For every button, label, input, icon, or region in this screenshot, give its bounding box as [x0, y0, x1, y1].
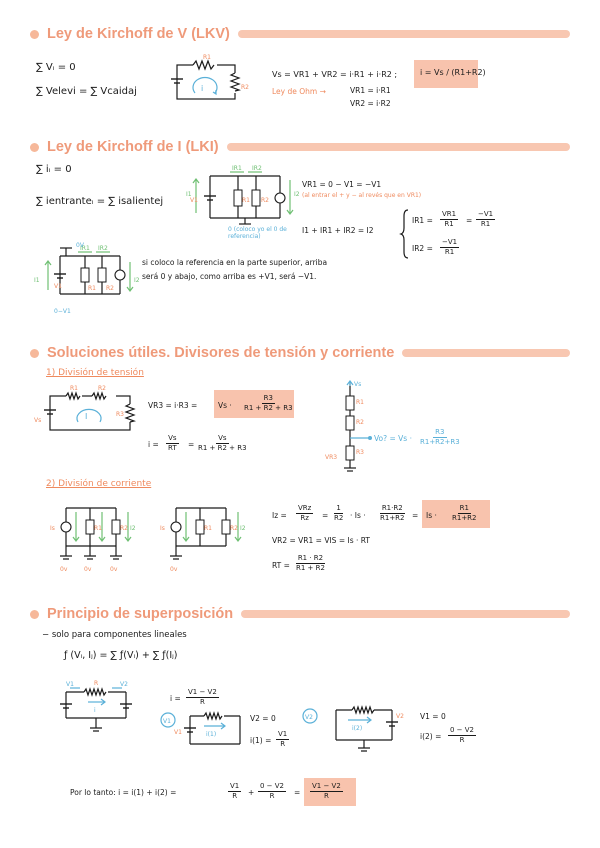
- vr3-eq: VR3 = i·R3 =: [148, 401, 198, 410]
- label-ir2: IR2: [252, 165, 262, 172]
- vr3-result-frac: $\frac{R3}{R1 + R2 + R3}$: [244, 394, 293, 412]
- lkv-circuit: [165, 54, 249, 105]
- ir1-frac-a: $\frac{VR1}{R1}$: [442, 210, 457, 228]
- label-i1: I1: [186, 191, 192, 198]
- divisor-vertical-circuit: [330, 376, 390, 476]
- section-heading-lki: [30, 137, 570, 157]
- label-i2: i(2): [352, 725, 363, 732]
- vr3-node-label: VR3: [325, 454, 338, 461]
- case2-v1-zero: V1 = 0: [420, 712, 446, 721]
- lki-sign-note: (al entrar el + y − al revés que en VR1): [302, 192, 422, 199]
- label-r1: R1: [356, 399, 364, 406]
- kvl-sum-zero: ∑ Vᵢ = 0: [36, 62, 76, 73]
- i-frac-b: $\frac{Vs}{R1 + R2 + R3}$: [198, 434, 247, 452]
- heading-underline-bar: [241, 610, 570, 618]
- v1-circle-icon: [160, 712, 176, 728]
- label-i1: I1: [34, 277, 40, 284]
- label-r2: R2: [120, 525, 128, 532]
- label-r2: R2: [106, 285, 114, 292]
- reference-explanation-2: será 0 y abajo, como arriba es +V1, será −V1.: [142, 272, 317, 281]
- ir1-frac-b: $\frac{-V1}{R1}$: [478, 210, 494, 228]
- superpos-i-frac: $\frac{V1 - V2}{R}$: [188, 688, 217, 706]
- iz-result-frac: $\frac{R1}{R1+R2}$: [452, 504, 477, 522]
- linear-note: − solo para componentes lineales: [42, 630, 187, 640]
- bullet-dot-icon: [30, 610, 39, 619]
- bullet-dot-icon: [30, 349, 39, 358]
- case2-frac: $\frac{0 - V2}{R}$: [450, 726, 475, 744]
- ground-reference-note: 0 (coloco yo el 0 de referencia): [228, 226, 287, 240]
- label-r1: R1: [88, 285, 96, 292]
- zero-label-4: 0v: [170, 566, 178, 573]
- v2-circle-icon: [302, 708, 318, 724]
- label-ir1: IR1: [232, 165, 242, 172]
- label-r3: R3: [116, 411, 124, 418]
- kvl-vs-equation: Vs = VR1 + VR2 = i·R1 + i·R2 ;: [272, 70, 398, 79]
- label-i2: I2: [294, 191, 300, 198]
- vr1-eq: VR1 = i·R1: [350, 86, 391, 95]
- label-v1: V1: [54, 283, 62, 290]
- case1-v2-zero: V2 = 0: [250, 714, 276, 723]
- case1-i-label: i(1) =: [250, 736, 272, 745]
- kcl-sum-zero: ∑ iᵢ = 0: [36, 164, 72, 175]
- reference-explanation-1: si coloco la referencia en la parte superior, arriba: [142, 258, 328, 267]
- divisor-tension-circuit: [34, 385, 140, 436]
- label-vs: Vs: [34, 417, 42, 424]
- final-label: Por lo tanto: i = i(1) + i(2) =: [70, 788, 177, 797]
- zero-label-2: 0v: [84, 566, 92, 573]
- iz-frac-c: $\frac{R1\cdot R2}{R1+R2}$: [380, 504, 405, 522]
- rt-frac: $\frac{R1 \cdot R2}{R1 + R2}$: [296, 554, 325, 572]
- label-r: R: [94, 680, 99, 687]
- label-v2: V2: [396, 713, 404, 720]
- superpos-i-label: i =: [170, 694, 181, 703]
- brace-icon: [400, 208, 410, 260]
- label-v1: V1: [190, 197, 198, 204]
- label-r2: R2: [356, 419, 364, 426]
- label-i: i: [201, 84, 204, 93]
- bullet-dot-icon: [30, 30, 39, 39]
- label-i2: I2: [240, 525, 246, 532]
- divisor-corriente-circuit-2: [160, 500, 250, 576]
- section-title: Ley de Kirchoff de I (LKI): [47, 139, 219, 155]
- case1-circuit: [174, 708, 248, 754]
- bullet-dot-icon: [30, 143, 39, 152]
- label-r2: R2: [261, 197, 269, 204]
- kvl-elev-caida: ∑ Velevi = ∑ Vcaidaj: [36, 86, 137, 97]
- label-r1: R1: [203, 54, 211, 61]
- label-i: I: [85, 412, 88, 421]
- lki-kcl-eq: I1 + IR1 + IR2 = I2: [302, 226, 374, 235]
- iz-frac-a: VRz Rz: [298, 504, 312, 522]
- label-is: Is: [50, 525, 55, 532]
- case2-i-label: i(2) =: [420, 732, 442, 741]
- vr3-result-prefix: Vs ·: [218, 401, 232, 410]
- superposicion-circuit: [46, 680, 146, 740]
- superposition-formula: ƒ (Vᵢ, Iⱼ) = ∑ ƒ(Vᵢ) + ∑ ƒ(Iⱼ): [64, 650, 178, 661]
- bottom-minus-v1-label: 0−V1: [54, 308, 71, 315]
- i-eq-label: i =: [148, 440, 159, 449]
- zero-label-3: 0v: [110, 566, 118, 573]
- label-i: i: [94, 707, 96, 714]
- case1-frac: $\frac{V1}{R}$: [278, 730, 288, 748]
- label-r3: R3: [356, 449, 364, 456]
- vout-frac: $\frac{R3}{R1+R2+R3}$: [420, 428, 460, 446]
- label-r1: R1: [204, 525, 212, 532]
- section-title: Principio de superposición: [47, 606, 234, 622]
- label-i1: i(1): [206, 731, 217, 738]
- iz-result-prefix: Is ·: [426, 511, 437, 520]
- vout-label: Vo? = Vs ·: [374, 434, 412, 443]
- label-r2: R2: [230, 525, 238, 532]
- section-title: Soluciones útiles. Divisores de tensión y corriente: [47, 345, 395, 361]
- label-r1: R1: [94, 525, 102, 532]
- ir1-label: IR1 =: [412, 216, 433, 225]
- i-frac-a: $\frac{Vs}{RT}$: [168, 434, 177, 452]
- section-heading-superposicion: [30, 604, 570, 624]
- case2-circuit: [326, 698, 406, 758]
- heading-underline-bar: [238, 30, 570, 38]
- rt-label: RT =: [272, 561, 290, 570]
- lki-circuit: [186, 165, 300, 228]
- label-r1: R1: [242, 197, 250, 204]
- label-ir2: IR2: [98, 245, 108, 252]
- subsection-division-tension: 1) División de tensión: [46, 368, 144, 378]
- label-r1: R1: [70, 385, 78, 392]
- label-ir1: IR1: [80, 245, 90, 252]
- final-frac-b: $\frac{0 - V2}{R}$: [260, 782, 285, 800]
- final-result-frac: $\frac{V1 - V2}{R}$: [312, 782, 341, 800]
- label-r2: R2: [98, 385, 106, 392]
- divisor-corriente-circuit-1: [50, 500, 140, 576]
- label-v1: V1: [174, 729, 182, 736]
- vr2-chain-eq: VR2 = VR1 = VIS = Is · RT: [272, 536, 371, 545]
- label-i2: I2: [134, 277, 140, 284]
- kcl-entrante-saliente: ∑ ientranteᵢ = ∑ isalientej: [36, 196, 164, 207]
- section-title: Ley de Kirchoff de V (LKV): [47, 26, 230, 42]
- label-v1: V1: [66, 681, 74, 688]
- circle-v2-text: V2: [305, 714, 313, 721]
- vr2-eq: VR2 = i·R2: [350, 99, 391, 108]
- heading-underline-bar: [227, 143, 570, 151]
- ir2-frac: $\frac{-V1}{R1}$: [442, 238, 458, 256]
- section-heading-divisores: [30, 343, 570, 363]
- circle-v1-text: V1: [163, 718, 171, 725]
- final-frac-a: $\frac{V1}{R}$: [230, 782, 240, 800]
- notes-page: Ley de Kirchoff de V (LKV) ∑ Vᵢ = 0 ∑ Velevi = ∑ Vcaidaj R1 R2 i Vs = VR1 + VR2 = i·R1 + i·R2 ; i = Vs / (R1+R2) Ley de Ohm → VR1 = i·R1 VR2 = i·R2 Ley de Kirchoff de I (LKI) ∑ iᵢ = 0 ∑ ientranteᵢ = ∑ isalientej V1 R1 R2 IR1 IR2 I1 I2 0 (coloco yo el 0 de referencia) VR1 = 0 − V1 = −V1 (al entrar el + y − al revés que en VR1) I1 + IR1 + IR2 = I2 IR1 = $\frac{VR1}{R1}$ = $\frac{-V1}{R1}$ IR2 = $\frac{-V1}{R1}$ V1 R1 R2 I1 I2 IR1 IR2 0V 0−V1 si coloco la referencia en la parte superior, arriba será 0 y abajo, como arriba es +V1, será −V1. Soluciones útiles. Divisores de tensión y corriente 1) División de tensión Vs R1 R2 R3 I VR3 = i·R3 = Vs · $\frac{R3}{R1 + R2 + R3}$ i = $\frac{Vs}{RT}$ = $\frac{Vs}{R1 + R2 + R3}$ R1 R2 R3 Vs VR3 Vo? = Vs · $\frac{R3}{R1+R2+R3}$ 2) División de corriente Is R1 R2 I2 0v 0v 0v Is R1 R2 I2 0v Iz = VRz Rz = $\frac{1}{R2}$ · Is · $\frac{R1\cdot R2}{R1+R2}$ = Is · $\frac{R1}{R1+R2}$ VR2 = VR1 = VIS = Is · RT RT = $\frac{R1 \cdot R2}{R1 + R2}$ Principio de superposición − solo para componentes lineales ƒ (Vᵢ, Iⱼ) = ∑ ƒ(Vᵢ) + ∑ ƒ(Iⱼ) V1 V2 R i i = $\frac{V1 - V2}{R}$ V1 V1 i(1) V2 = 0 i(1) = $\frac{V1}{R}$ V2 V2 i(2) V1 = 0 i(2) = $\frac{0 - V2}{R}$ Por lo tanto: i = i(1) + i(2) = $\frac{V1}{R}$ + $\frac{0 - V2}{R}$ = $\frac{V1 - V2}{R}$: [0, 0, 600, 848]
- label-r2: R2: [241, 84, 249, 91]
- ir2-label: IR2 =: [412, 244, 433, 253]
- label-is: Is: [160, 525, 165, 532]
- kvl-current-result: i = Vs / (R1+R2): [420, 68, 486, 77]
- label-i2: I2: [130, 525, 136, 532]
- label-v2: V2: [120, 681, 128, 688]
- ohm-label: Ley de Ohm →: [272, 87, 326, 96]
- lki-vr1-eq: VR1 = 0 − V1 = −V1: [302, 180, 382, 189]
- zero-label-1: 0v: [60, 566, 68, 573]
- iz-frac-b: $\frac{1}{R2}$: [334, 504, 344, 522]
- subsection-division-corriente: 2) División de corriente: [46, 479, 152, 489]
- label-vs: Vs: [354, 381, 362, 388]
- top-zero-label: 0V: [76, 242, 84, 249]
- heading-underline-bar: [402, 349, 570, 357]
- lki-circuit-2: [30, 242, 140, 312]
- iz-label: Iz =: [272, 511, 287, 520]
- section-heading-lkv: [30, 24, 570, 44]
